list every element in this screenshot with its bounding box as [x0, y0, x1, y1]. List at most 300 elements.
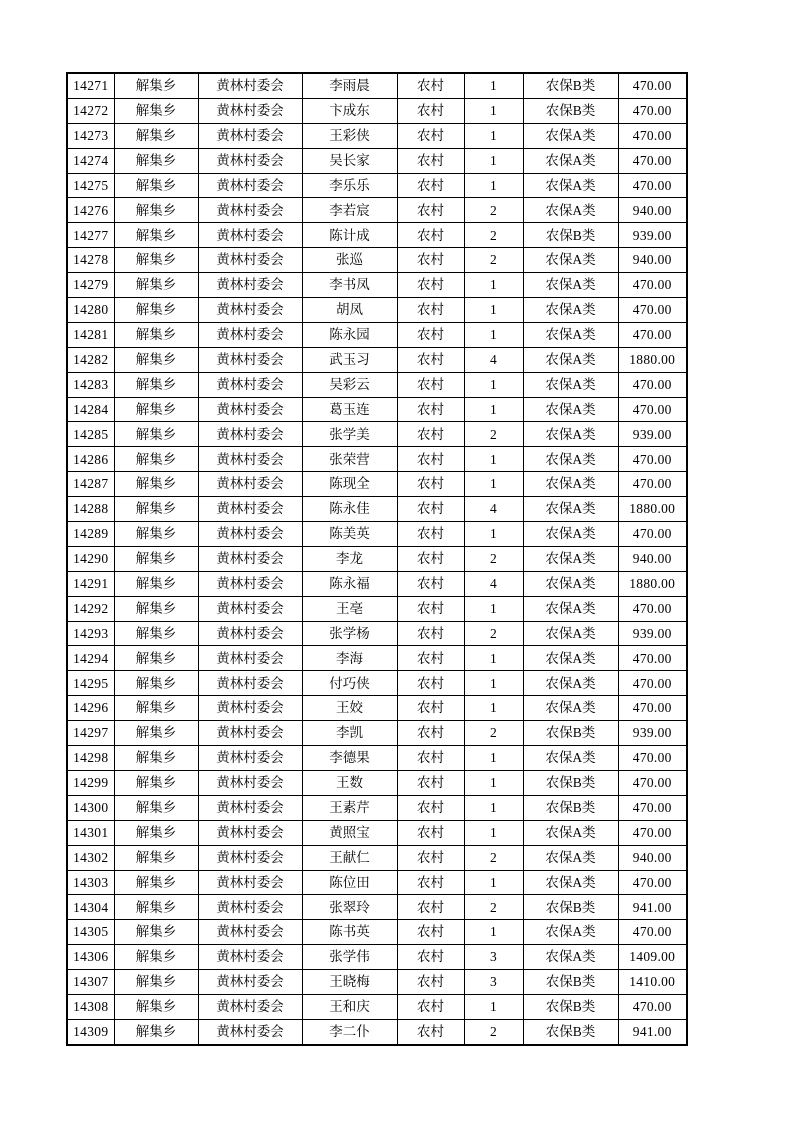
cell-residence-type: 农村	[397, 98, 464, 123]
cell-township: 解集乡	[114, 696, 198, 721]
cell-person-name: 张学杨	[302, 621, 397, 646]
cell-amount: 940.00	[618, 198, 687, 223]
cell-person-count: 3	[464, 970, 523, 995]
cell-person-name: 王献仁	[302, 845, 397, 870]
cell-serial-number: 14304	[67, 895, 114, 920]
cell-person-count: 1	[464, 397, 523, 422]
cell-person-name: 李海	[302, 646, 397, 671]
cell-village-committee: 黄林村委会	[198, 422, 302, 447]
cell-person-count: 3	[464, 945, 523, 970]
cell-insurance-category: 农保A类	[523, 596, 618, 621]
table-row	[67, 173, 687, 198]
cell-serial-number: 14280	[67, 298, 114, 323]
cell-person-count: 1	[464, 472, 523, 497]
cell-township: 解集乡	[114, 1019, 198, 1044]
cell-serial-number: 14294	[67, 646, 114, 671]
cell-village-committee: 黄林村委会	[198, 298, 302, 323]
cell-insurance-category: 农保A类	[523, 820, 618, 845]
cell-person-name: 葛玉连	[302, 397, 397, 422]
cell-amount: 470.00	[618, 820, 687, 845]
cell-village-committee: 黄林村委会	[198, 970, 302, 995]
cell-village-committee: 黄林村委会	[198, 895, 302, 920]
cell-residence-type: 农村	[397, 198, 464, 223]
cell-person-count: 1	[464, 746, 523, 771]
cell-township: 解集乡	[114, 721, 198, 746]
cell-insurance-category: 农保A类	[523, 920, 618, 945]
cell-amount: 470.00	[618, 273, 687, 298]
cell-serial-number: 14302	[67, 845, 114, 870]
cell-residence-type: 农村	[397, 571, 464, 596]
cell-serial-number: 14287	[67, 472, 114, 497]
cell-residence-type: 农村	[397, 322, 464, 347]
cell-person-name: 王素芹	[302, 795, 397, 820]
cell-residence-type: 农村	[397, 820, 464, 845]
cell-township: 解集乡	[114, 447, 198, 472]
cell-village-committee: 黄林村委会	[198, 845, 302, 870]
cell-person-name: 张学伟	[302, 945, 397, 970]
cell-serial-number: 14279	[67, 273, 114, 298]
cell-residence-type: 农村	[397, 546, 464, 571]
cell-serial-number: 14276	[67, 198, 114, 223]
cell-residence-type: 农村	[397, 770, 464, 795]
cell-township: 解集乡	[114, 546, 198, 571]
cell-person-count: 4	[464, 497, 523, 522]
table-row	[67, 994, 687, 1019]
table-row	[67, 571, 687, 596]
cell-person-count: 1	[464, 994, 523, 1019]
cell-insurance-category: 农保A类	[523, 422, 618, 447]
cell-amount: 470.00	[618, 596, 687, 621]
cell-amount: 939.00	[618, 721, 687, 746]
table-row	[67, 447, 687, 472]
cell-insurance-category: 农保A类	[523, 273, 618, 298]
cell-insurance-category: 农保A类	[523, 746, 618, 771]
cell-residence-type: 农村	[397, 671, 464, 696]
cell-insurance-category: 农保A类	[523, 447, 618, 472]
cell-insurance-category: 农保A类	[523, 522, 618, 547]
cell-village-committee: 黄林村委会	[198, 671, 302, 696]
cell-person-name: 王晓梅	[302, 970, 397, 995]
cell-serial-number: 14303	[67, 870, 114, 895]
cell-township: 解集乡	[114, 646, 198, 671]
cell-person-name: 陈永佳	[302, 497, 397, 522]
cell-serial-number: 14289	[67, 522, 114, 547]
cell-village-committee: 黄林村委会	[198, 248, 302, 273]
cell-residence-type: 农村	[397, 372, 464, 397]
cell-township: 解集乡	[114, 397, 198, 422]
cell-person-count: 1	[464, 298, 523, 323]
cell-amount: 470.00	[618, 870, 687, 895]
cell-township: 解集乡	[114, 994, 198, 1019]
cell-township: 解集乡	[114, 497, 198, 522]
cell-amount: 1409.00	[618, 945, 687, 970]
table-row	[67, 795, 687, 820]
cell-serial-number: 14284	[67, 397, 114, 422]
cell-person-name: 吴长家	[302, 148, 397, 173]
cell-township: 解集乡	[114, 123, 198, 148]
cell-residence-type: 农村	[397, 472, 464, 497]
table-row	[67, 198, 687, 223]
cell-township: 解集乡	[114, 746, 198, 771]
cell-township: 解集乡	[114, 422, 198, 447]
cell-residence-type: 农村	[397, 994, 464, 1019]
cell-person-count: 1	[464, 98, 523, 123]
cell-person-count: 1	[464, 123, 523, 148]
cell-insurance-category: 农保A类	[523, 248, 618, 273]
cell-person-name: 张巡	[302, 248, 397, 273]
cell-person-count: 1	[464, 322, 523, 347]
cell-insurance-category: 农保B类	[523, 1019, 618, 1044]
cell-amount: 470.00	[618, 322, 687, 347]
cell-township: 解集乡	[114, 148, 198, 173]
cell-township: 解集乡	[114, 298, 198, 323]
cell-village-committee: 黄林村委会	[198, 322, 302, 347]
cell-residence-type: 农村	[397, 696, 464, 721]
cell-village-committee: 黄林村委会	[198, 273, 302, 298]
cell-insurance-category: 农保A类	[523, 571, 618, 596]
cell-amount: 470.00	[618, 746, 687, 771]
cell-person-name: 陈永园	[302, 322, 397, 347]
cell-person-name: 陈永福	[302, 571, 397, 596]
cell-township: 解集乡	[114, 248, 198, 273]
cell-person-count: 1	[464, 770, 523, 795]
cell-village-committee: 黄林村委会	[198, 746, 302, 771]
table-row	[67, 298, 687, 323]
table-row	[67, 522, 687, 547]
cell-person-count: 1	[464, 273, 523, 298]
cell-amount: 470.00	[618, 73, 687, 98]
cell-person-count: 2	[464, 223, 523, 248]
cell-amount: 470.00	[618, 447, 687, 472]
cell-serial-number: 14305	[67, 920, 114, 945]
cell-amount: 470.00	[618, 372, 687, 397]
cell-amount: 470.00	[618, 298, 687, 323]
cell-person-count: 2	[464, 1019, 523, 1044]
cell-serial-number: 14286	[67, 447, 114, 472]
cell-village-committee: 黄林村委会	[198, 472, 302, 497]
roster-table-body	[67, 73, 687, 1045]
cell-serial-number: 14299	[67, 770, 114, 795]
cell-person-count: 2	[464, 845, 523, 870]
table-row	[67, 497, 687, 522]
cell-amount: 470.00	[618, 994, 687, 1019]
table-row	[67, 546, 687, 571]
cell-person-count: 1	[464, 920, 523, 945]
cell-insurance-category: 农保A类	[523, 372, 618, 397]
cell-insurance-category: 农保A类	[523, 397, 618, 422]
cell-residence-type: 农村	[397, 173, 464, 198]
cell-person-count: 2	[464, 621, 523, 646]
cell-person-name: 陈现全	[302, 472, 397, 497]
cell-amount: 941.00	[618, 1019, 687, 1044]
cell-village-committee: 黄林村委会	[198, 795, 302, 820]
table-row	[67, 820, 687, 845]
cell-residence-type: 农村	[397, 1019, 464, 1044]
cell-person-name: 武玉习	[302, 347, 397, 372]
cell-village-committee: 黄林村委会	[198, 397, 302, 422]
table-row	[67, 223, 687, 248]
cell-residence-type: 农村	[397, 895, 464, 920]
cell-insurance-category: 农保A类	[523, 945, 618, 970]
cell-person-name: 李德果	[302, 746, 397, 771]
cell-village-committee: 黄林村委会	[198, 621, 302, 646]
cell-person-count: 2	[464, 198, 523, 223]
cell-residence-type: 农村	[397, 621, 464, 646]
cell-person-name: 王亳	[302, 596, 397, 621]
cell-serial-number: 14298	[67, 746, 114, 771]
cell-township: 解集乡	[114, 571, 198, 596]
cell-village-committee: 黄林村委会	[198, 372, 302, 397]
cell-person-name: 李凯	[302, 721, 397, 746]
cell-person-count: 1	[464, 870, 523, 895]
insurance-roster-table	[66, 72, 688, 1046]
cell-residence-type: 农村	[397, 422, 464, 447]
cell-amount: 470.00	[618, 173, 687, 198]
table-row	[67, 322, 687, 347]
cell-residence-type: 农村	[397, 920, 464, 945]
cell-serial-number: 14300	[67, 795, 114, 820]
cell-township: 解集乡	[114, 596, 198, 621]
cell-residence-type: 农村	[397, 596, 464, 621]
cell-person-count: 1	[464, 522, 523, 547]
table-row	[67, 472, 687, 497]
cell-serial-number: 14281	[67, 322, 114, 347]
cell-serial-number: 14282	[67, 347, 114, 372]
cell-person-name: 李龙	[302, 546, 397, 571]
cell-person-name: 胡凤	[302, 298, 397, 323]
cell-residence-type: 农村	[397, 73, 464, 98]
cell-person-name: 李书凤	[302, 273, 397, 298]
cell-person-name: 张翠玲	[302, 895, 397, 920]
cell-township: 解集乡	[114, 895, 198, 920]
table-row	[67, 621, 687, 646]
table-row	[67, 347, 687, 372]
cell-village-committee: 黄林村委会	[198, 98, 302, 123]
cell-residence-type: 农村	[397, 522, 464, 547]
cell-amount: 940.00	[618, 845, 687, 870]
cell-serial-number: 14272	[67, 98, 114, 123]
cell-township: 解集乡	[114, 945, 198, 970]
table-row	[67, 596, 687, 621]
cell-insurance-category: 农保B类	[523, 970, 618, 995]
table-row	[67, 148, 687, 173]
cell-residence-type: 农村	[397, 223, 464, 248]
cell-person-name: 王数	[302, 770, 397, 795]
cell-serial-number: 14306	[67, 945, 114, 970]
cell-village-committee: 黄林村委会	[198, 198, 302, 223]
cell-serial-number: 14278	[67, 248, 114, 273]
cell-township: 解集乡	[114, 845, 198, 870]
cell-person-count: 1	[464, 795, 523, 820]
cell-amount: 1880.00	[618, 497, 687, 522]
cell-person-name: 王和庆	[302, 994, 397, 1019]
cell-insurance-category: 农保A类	[523, 870, 618, 895]
cell-insurance-category: 农保B类	[523, 770, 618, 795]
cell-village-committee: 黄林村委会	[198, 1019, 302, 1044]
cell-village-committee: 黄林村委会	[198, 571, 302, 596]
cell-person-count: 1	[464, 173, 523, 198]
cell-insurance-category: 农保B类	[523, 721, 618, 746]
cell-insurance-category: 农保B类	[523, 98, 618, 123]
cell-residence-type: 农村	[397, 148, 464, 173]
cell-insurance-category: 农保A类	[523, 472, 618, 497]
cell-insurance-category: 农保B类	[523, 223, 618, 248]
table-row	[67, 273, 687, 298]
cell-person-name: 陈美英	[302, 522, 397, 547]
table-row	[67, 870, 687, 895]
cell-person-name: 吴彩云	[302, 372, 397, 397]
table-row	[67, 970, 687, 995]
cell-village-committee: 黄林村委会	[198, 223, 302, 248]
cell-person-name: 付巧侠	[302, 671, 397, 696]
cell-serial-number: 14273	[67, 123, 114, 148]
cell-person-name: 张荣营	[302, 447, 397, 472]
cell-person-count: 4	[464, 571, 523, 596]
cell-insurance-category: 农保B类	[523, 994, 618, 1019]
cell-insurance-category: 农保A类	[523, 621, 618, 646]
table-row	[67, 248, 687, 273]
table-row	[67, 845, 687, 870]
cell-person-name: 黄照宝	[302, 820, 397, 845]
cell-person-name: 李雨晨	[302, 73, 397, 98]
cell-person-name: 张学美	[302, 422, 397, 447]
cell-village-committee: 黄林村委会	[198, 173, 302, 198]
cell-amount: 470.00	[618, 671, 687, 696]
cell-person-name: 李乐乐	[302, 173, 397, 198]
cell-insurance-category: 农保A类	[523, 173, 618, 198]
cell-amount: 1880.00	[618, 347, 687, 372]
cell-village-committee: 黄林村委会	[198, 920, 302, 945]
table-row	[67, 422, 687, 447]
cell-amount: 470.00	[618, 522, 687, 547]
cell-residence-type: 农村	[397, 845, 464, 870]
cell-amount: 939.00	[618, 621, 687, 646]
cell-township: 解集乡	[114, 522, 198, 547]
cell-serial-number: 14283	[67, 372, 114, 397]
table-row	[67, 696, 687, 721]
cell-village-committee: 黄林村委会	[198, 148, 302, 173]
cell-person-name: 陈计成	[302, 223, 397, 248]
cell-amount: 470.00	[618, 696, 687, 721]
cell-person-count: 2	[464, 546, 523, 571]
cell-township: 解集乡	[114, 795, 198, 820]
table-row	[67, 73, 687, 98]
cell-residence-type: 农村	[397, 298, 464, 323]
cell-township: 解集乡	[114, 322, 198, 347]
cell-insurance-category: 农保A类	[523, 123, 618, 148]
cell-residence-type: 农村	[397, 497, 464, 522]
cell-insurance-category: 农保A类	[523, 671, 618, 696]
cell-person-name: 王彩侠	[302, 123, 397, 148]
cell-township: 解集乡	[114, 273, 198, 298]
cell-amount: 470.00	[618, 123, 687, 148]
cell-person-count: 2	[464, 248, 523, 273]
cell-insurance-category: 农保A类	[523, 696, 618, 721]
table-row	[67, 721, 687, 746]
cell-insurance-category: 农保B类	[523, 795, 618, 820]
table-row	[67, 671, 687, 696]
cell-person-name: 陈书英	[302, 920, 397, 945]
cell-residence-type: 农村	[397, 795, 464, 820]
table-row	[67, 1019, 687, 1044]
cell-amount: 470.00	[618, 795, 687, 820]
table-row	[67, 98, 687, 123]
cell-village-committee: 黄林村委会	[198, 646, 302, 671]
cell-residence-type: 农村	[397, 970, 464, 995]
cell-person-count: 1	[464, 696, 523, 721]
cell-person-count: 1	[464, 646, 523, 671]
cell-serial-number: 14293	[67, 621, 114, 646]
cell-village-committee: 黄林村委会	[198, 123, 302, 148]
cell-amount: 939.00	[618, 223, 687, 248]
cell-amount: 940.00	[618, 546, 687, 571]
cell-amount: 1410.00	[618, 970, 687, 995]
cell-person-count: 1	[464, 820, 523, 845]
cell-serial-number: 14288	[67, 497, 114, 522]
cell-township: 解集乡	[114, 173, 198, 198]
cell-amount: 470.00	[618, 646, 687, 671]
cell-township: 解集乡	[114, 671, 198, 696]
cell-insurance-category: 农保A类	[523, 347, 618, 372]
cell-person-count: 1	[464, 73, 523, 98]
cell-village-committee: 黄林村委会	[198, 546, 302, 571]
cell-residence-type: 农村	[397, 746, 464, 771]
cell-serial-number: 14307	[67, 970, 114, 995]
cell-person-count: 2	[464, 422, 523, 447]
cell-township: 解集乡	[114, 372, 198, 397]
cell-serial-number: 14296	[67, 696, 114, 721]
cell-village-committee: 黄林村委会	[198, 696, 302, 721]
cell-amount: 470.00	[618, 920, 687, 945]
table-row	[67, 372, 687, 397]
cell-insurance-category: 农保A类	[523, 646, 618, 671]
table-row	[67, 770, 687, 795]
cell-township: 解集乡	[114, 770, 198, 795]
cell-residence-type: 农村	[397, 273, 464, 298]
cell-village-committee: 黄林村委会	[198, 497, 302, 522]
cell-township: 解集乡	[114, 347, 198, 372]
cell-insurance-category: 农保B类	[523, 895, 618, 920]
cell-person-count: 4	[464, 347, 523, 372]
cell-amount: 470.00	[618, 472, 687, 497]
cell-person-name: 李若宸	[302, 198, 397, 223]
cell-village-committee: 黄林村委会	[198, 447, 302, 472]
cell-village-committee: 黄林村委会	[198, 721, 302, 746]
cell-amount: 470.00	[618, 770, 687, 795]
cell-person-count: 2	[464, 721, 523, 746]
cell-insurance-category: 农保B类	[523, 73, 618, 98]
cell-insurance-category: 农保A类	[523, 845, 618, 870]
cell-serial-number: 14291	[67, 571, 114, 596]
table-row	[67, 945, 687, 970]
cell-serial-number: 14295	[67, 671, 114, 696]
cell-insurance-category: 农保A类	[523, 497, 618, 522]
cell-serial-number: 14309	[67, 1019, 114, 1044]
cell-amount: 940.00	[618, 248, 687, 273]
cell-insurance-category: 农保A类	[523, 198, 618, 223]
cell-residence-type: 农村	[397, 447, 464, 472]
cell-serial-number: 14285	[67, 422, 114, 447]
cell-serial-number: 14271	[67, 73, 114, 98]
cell-amount: 470.00	[618, 98, 687, 123]
cell-serial-number: 14274	[67, 148, 114, 173]
cell-residence-type: 农村	[397, 248, 464, 273]
cell-serial-number: 14290	[67, 546, 114, 571]
cell-township: 解集乡	[114, 621, 198, 646]
table-row	[67, 397, 687, 422]
cell-person-count: 1	[464, 596, 523, 621]
cell-residence-type: 农村	[397, 721, 464, 746]
